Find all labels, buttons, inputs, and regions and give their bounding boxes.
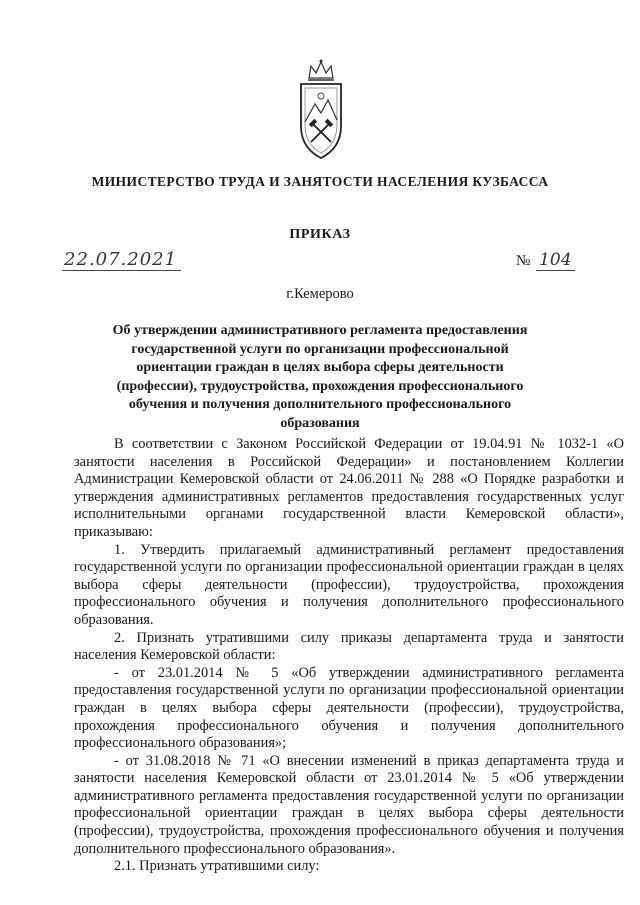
paragraph-2-item-1: - от 23.01.2014 № 5 «Об утверждении административного регламента предоставления государственной услуги по организации профессиональной ориентации граждан в целях выбора сферы деятельности (профессии), трудоустройства, прохождения профессионального обучения и получения дополнительного профессионального образования»; <box>74 664 624 752</box>
order-body <box>74 436 624 876</box>
ministry-name: МИНИСТЕРСТВО ТРУДА И ЗАНЯТОСТИ НАСЕЛЕНИЯ КУЗБАССА <box>91 174 549 189</box>
number-sign: № <box>516 253 531 269</box>
paragraph-2-1: 2.1. Признать утратившими силу: <box>114 858 320 875</box>
order-number: 104 <box>536 250 574 271</box>
paragraph-1: 1. Утвердить прилагаемый административный регламент предоставления государственной услуги по организации профессиональной ориентации граждан в целях выбора сферы деятельности (профессии), трудоустройства, прохождения профессионального обучения и получения дополнительного профессионального образования. <box>74 541 624 628</box>
city-line: г.Кемерово <box>286 286 354 302</box>
document-type: ПРИКАЗ <box>289 227 351 242</box>
order-number-block <box>516 250 575 270</box>
kuzbass-coat-of-arms-icon <box>295 58 347 166</box>
paragraph-2: 2. Признать утратившими силу приказы департамента труда и занятости населения Кемеровской области: <box>74 629 624 664</box>
order-date: 22.07.2021 <box>62 249 181 271</box>
preamble-paragraph: В соответствии с Законом Российской Федерации от 19.04.91 № 1032-1 «О занятости населения в Российской Федерации» и постановлением Коллегии Администрации Кемеровской области от 24.06.2011 № 288 «О Порядке разработки и утверждения административных регламентов предоставления государственных услуг исполнительными органами государственной власти Кемеровской области», приказываю: <box>74 436 624 540</box>
paragraph-2-item-2: - от 31.08.2018 № 71 «О внесении изменений в приказ департамента труда и занятости населения Кемеровской области от 23.01.2014 № 5 «Об утверждении административного регламента предоставления государственной услуги по организации профессиональной ориентации граждан в целях выбора сферы деятельности (профессии), трудоустройства, прохождения профессионального обучения и получения дополнительного профессионального образования». <box>74 752 624 857</box>
order-title: Об утверждении административного регламента предоставления государственной услуги по организации профессиональной ориентации граждан в целях выбора сферы деятельности (профессии), трудоустройства, прохождения профессионального обучения и получения дополнительного профессионального образования <box>112 323 528 431</box>
